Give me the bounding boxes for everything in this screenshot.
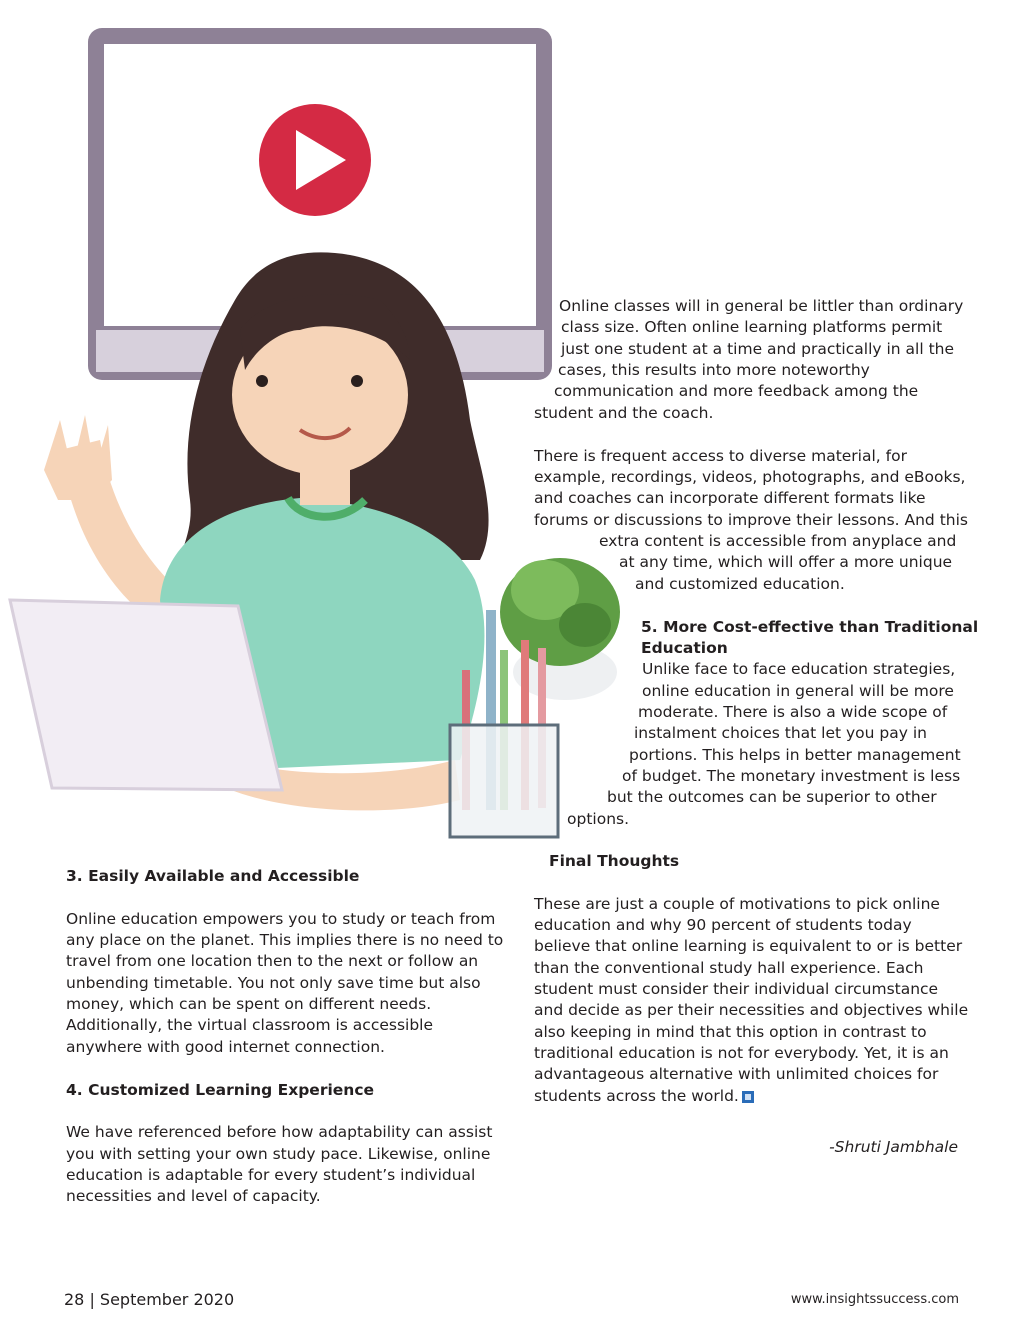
laptop-illustration — [10, 600, 282, 790]
text-line: and decide as per their necessities and objectives while — [534, 1001, 969, 1019]
text-line: but the outcomes can be superior to other — [607, 788, 937, 806]
text-line: education and why 90 percent of students today — [534, 916, 912, 934]
text-line: forums or discussions to improve their lessons. And this — [534, 511, 968, 529]
text-span: students across the world. — [534, 1087, 739, 1105]
play-icon — [259, 104, 371, 216]
text-line: advantageous alternative with unlimited choices for — [534, 1065, 939, 1083]
text-line: anywhere with good internet connection. — [66, 1038, 385, 1056]
website-link[interactable]: www.insightssuccess.com — [790, 1292, 959, 1307]
text-line: options. — [567, 810, 630, 828]
text-line-last — [534, 1086, 754, 1107]
section-heading: Education — [641, 639, 728, 657]
text-line: cases, this results into more noteworthy — [558, 361, 870, 379]
text-line: just one student at a time and practically in all the — [561, 340, 955, 358]
text-line: believe that online learning is equivalent to or is better — [534, 937, 963, 955]
text-line: example, recordings, videos, photographs, and eBooks, — [534, 468, 966, 486]
text-line: moderate. There is also a wide scope of — [638, 703, 948, 721]
text-line: Unlike face to face education strategies, — [642, 660, 956, 678]
text-line: portions. This helps in better management — [629, 746, 961, 764]
text-line: education is adaptable for every student’s individual — [66, 1166, 476, 1184]
end-mark-icon — [742, 1091, 754, 1103]
text-line: online education in general will be more — [642, 682, 954, 700]
text-line: than the conventional study hall experience. Each — [534, 959, 924, 977]
page-number-date: 28 | September 2020 — [64, 1290, 235, 1309]
text-line: and coaches can incorporate different formats like — [534, 489, 926, 507]
text-line: There is frequent access to diverse material, for — [534, 447, 907, 465]
text-line: money, which can be spent on different needs. — [66, 995, 432, 1013]
text-line: student and the coach. — [534, 404, 714, 422]
text-line: and customized education. — [635, 575, 845, 593]
section-heading: 4. Customized Learning Experience — [66, 1081, 375, 1099]
text-line: traditional education is not for everybody. Yet, it is an — [534, 1044, 949, 1062]
text-line: extra content is accessible from anyplace and — [599, 532, 957, 550]
text-line: instalment choices that let you pay in — [634, 724, 927, 742]
section-heading: 3. Easily Available and Accessible — [66, 867, 360, 885]
text-line: necessities and level of capacity. — [66, 1187, 321, 1205]
plant-illustration — [500, 558, 620, 700]
text-line: communication and more feedback among the — [554, 382, 919, 400]
text-line: at any time, which will offer a more unique — [619, 553, 953, 571]
text-line: These are just a couple of motivations to pick online — [534, 895, 940, 913]
author-signature: -Shruti Jambhale — [829, 1138, 958, 1156]
section-heading: Final Thoughts — [549, 852, 680, 870]
section-heading: 5. More Cost-effective than Traditional — [641, 618, 979, 636]
text-line: Online education empowers you to study or teach from — [66, 910, 496, 928]
text-line: We have referenced before how adaptability can assist — [66, 1123, 493, 1141]
text-line: of budget. The monetary investment is less — [622, 767, 961, 785]
text-line: travel from one location then to the next or follow an — [66, 952, 479, 970]
text-line: student must consider their individual circumstance — [534, 980, 939, 998]
text-line: also keeping in mind that this option in contrast to — [534, 1023, 927, 1041]
text-line: any place on the planet. This implies there is no need to — [66, 931, 504, 949]
text-line: Additionally, the virtual classroom is accessible — [66, 1016, 434, 1034]
text-line: unbending timetable. You not only save time but also — [66, 974, 481, 992]
text-line: you with setting your own study pace. Likewise, online — [66, 1145, 491, 1163]
text-line: class size. Often online learning platforms permit — [561, 318, 943, 336]
text-line: Online classes will in general be littler than ordinary — [559, 297, 964, 315]
